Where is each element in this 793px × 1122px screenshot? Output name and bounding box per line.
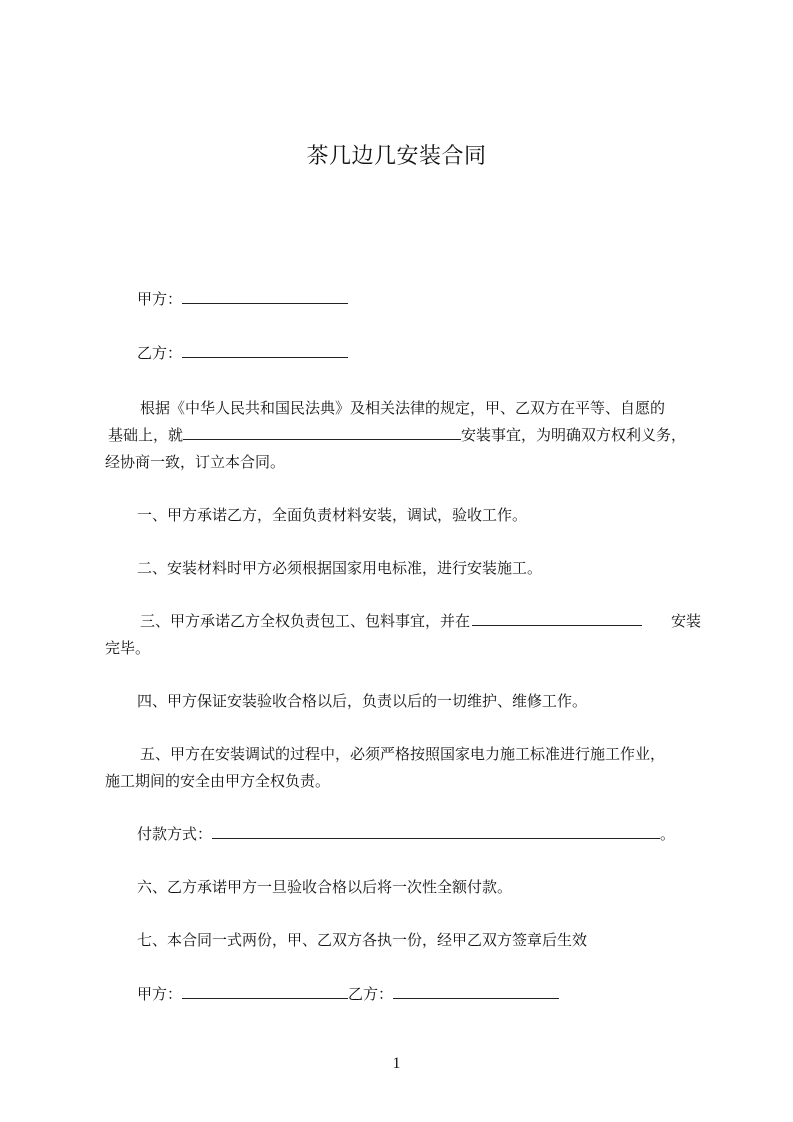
payment-line: 付款方式： 。 bbox=[105, 821, 733, 848]
page-number: 1 bbox=[392, 1055, 401, 1072]
payment-label: 付款方式： bbox=[137, 825, 213, 843]
clause-3 bbox=[105, 608, 701, 662]
clause-4: 四、甲方保证安装验收合格以后，负责以后的一切维护、维修工作。 bbox=[137, 692, 588, 710]
signature-b-label: 乙方： bbox=[348, 985, 394, 1003]
clause-3-date-blank[interactable] bbox=[472, 608, 642, 626]
clause-5-line-2: 施工期间的安全由甲方全权负责。 bbox=[105, 772, 331, 790]
party-b-blank[interactable] bbox=[182, 340, 348, 358]
clause-5-line-1: 五、甲方在安装调试的过程中，必须严格按照国家电力施工标准进行施工作业， bbox=[140, 745, 666, 763]
party-b-label: 乙方： bbox=[137, 344, 183, 362]
clause-5 bbox=[105, 741, 701, 795]
intro-line-1: 根据《中华人民共和国民法典》及相关法律的规定，甲、乙双方在平等、自愿的 bbox=[140, 399, 666, 417]
document-title: 茶几边几安装合同 bbox=[306, 144, 487, 169]
intro-line-2: 基础上，就 安装事宜，为明确双方权利义务， bbox=[105, 422, 701, 449]
intro-line-3: 经协商一致，订立本合同。 bbox=[105, 453, 286, 471]
signature-a-label: 甲方： bbox=[137, 985, 183, 1003]
payment-blank[interactable] bbox=[212, 821, 660, 839]
clause-6: 六、乙方承诺甲方一旦验收合格以后将一次性全额付款。 bbox=[137, 878, 513, 896]
signature-line bbox=[105, 981, 733, 1008]
signature-b-blank[interactable] bbox=[393, 981, 559, 999]
party-b-line bbox=[105, 340, 733, 367]
clause-3-line-1: 三、甲方承诺乙方全权负责包工、包料事宜，并在 安装 bbox=[105, 608, 701, 635]
clause-7: 七、本合同一式两份，甲、乙双方各执一份，经甲乙双方签章后生效 bbox=[137, 931, 588, 949]
party-a-line bbox=[105, 286, 733, 313]
clause-2: 二、安装材料时甲方必须根据国家用电标准，进行安装施工。 bbox=[137, 559, 543, 577]
clause-3-line-2: 完毕。 bbox=[105, 639, 151, 657]
party-a-blank[interactable] bbox=[182, 286, 348, 304]
signature-a-blank[interactable] bbox=[182, 981, 348, 999]
intro-project-blank[interactable] bbox=[183, 422, 461, 440]
clause-1: 一、甲方承诺乙方，全面负责材料安装，调试，验收工作。 bbox=[137, 506, 528, 524]
party-a-label: 甲方： bbox=[137, 290, 183, 308]
intro-paragraph bbox=[105, 395, 701, 476]
